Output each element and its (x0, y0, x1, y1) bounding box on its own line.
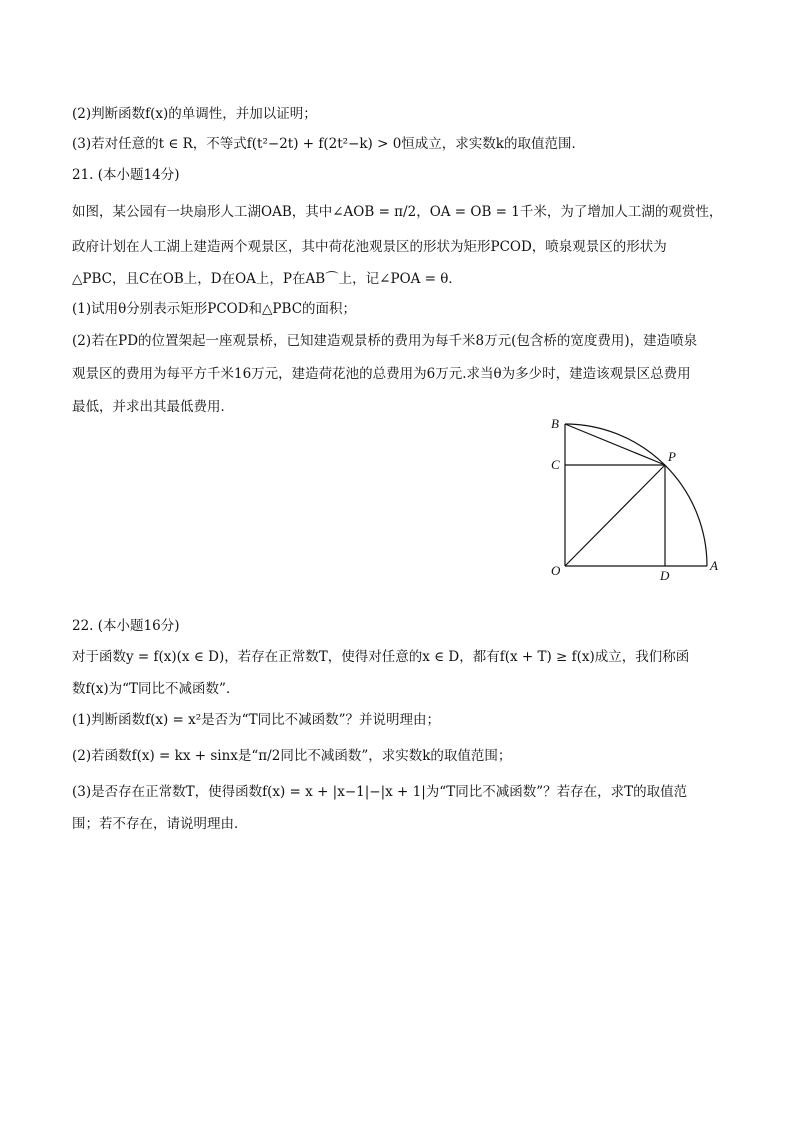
sector-figure (540, 410, 730, 590)
q21-intro-line2: 政府计划在人工湖上建造两个观景区，其中荷花池观景区的形状为矩形PCOD，喷泉观景区的形状为 (72, 239, 667, 255)
q21-part1: (1)试用θ分别表示矩形PCOD和△PBC的面积； (72, 301, 357, 317)
q22-header: 22. (本小题16分) (72, 618, 180, 634)
q22-part3-line2: 围；若不存在，请说明理由． (72, 816, 248, 832)
segment-bp (565, 424, 665, 465)
label-a: A (710, 558, 718, 573)
q21-part2-line1: (2)若在PD的位置架起一座观景桥，已知建造观景桥的费用为每千米8万元(包含桥的宽度费用)，建造喷泉 (72, 333, 698, 349)
q22-part1: (1)判断函数f(x) = x²是否为“T同比不减函数”？并说明理由； (72, 712, 440, 728)
q21-intro-line3: △PBC，且C在OB上，D在OA上，P在AB⌒上，记∠POA = θ． (72, 271, 462, 287)
label-d: D (660, 568, 670, 583)
q21-part2-line2: 观景区的费用为每平方千米16万元，建造荷花池的总费用为6万元.求当θ为多少时，建造该观景区总费用 (72, 366, 691, 382)
q20-part3: (3)若对任意的t ∈ R，不等式f(t²−2t) + f(2t²−k) > 0恒成立，求实数k的取值范围． (72, 136, 585, 152)
label-p: P (668, 449, 676, 464)
q22-intro-line1: 对于函数y = f(x)(x ∈ D)，若存在正常数T，使得对任意的x ∈ D，都有f(x + T) ≥ f(x)成立，我们称函 (72, 649, 690, 665)
label-o: O (551, 563, 561, 578)
q21-header: 21. (本小题14分) (72, 167, 180, 183)
q22-part3-line1: (3)是否存在正常数T，使得函数f(x) = x + |x−1|−|x + 1|为“T同比不减函数”？若存在，求T的取值范 (72, 784, 688, 800)
label-b: B (551, 416, 559, 431)
q21-part2-line3: 最低，并求出其最低费用． (72, 399, 234, 415)
q20-part2: (2)判断函数f(x)的单调性，并加以证明； (72, 106, 317, 122)
q22-intro-line2: 数f(x)为“T同比不减函数”． (72, 681, 240, 697)
q21-intro-line1: 如图，某公园有一块扇形人工湖OAB，其中∠AOB = π/2，OA = OB = 1千米，为了增加人工湖的观赏性， (72, 204, 723, 220)
q22-part2: (2)若函数f(x) = kx + sinx是“π/2同比不减函数”，求实数k的取值范围； (72, 748, 512, 764)
segment-op (565, 465, 665, 566)
label-c: C (551, 457, 560, 472)
